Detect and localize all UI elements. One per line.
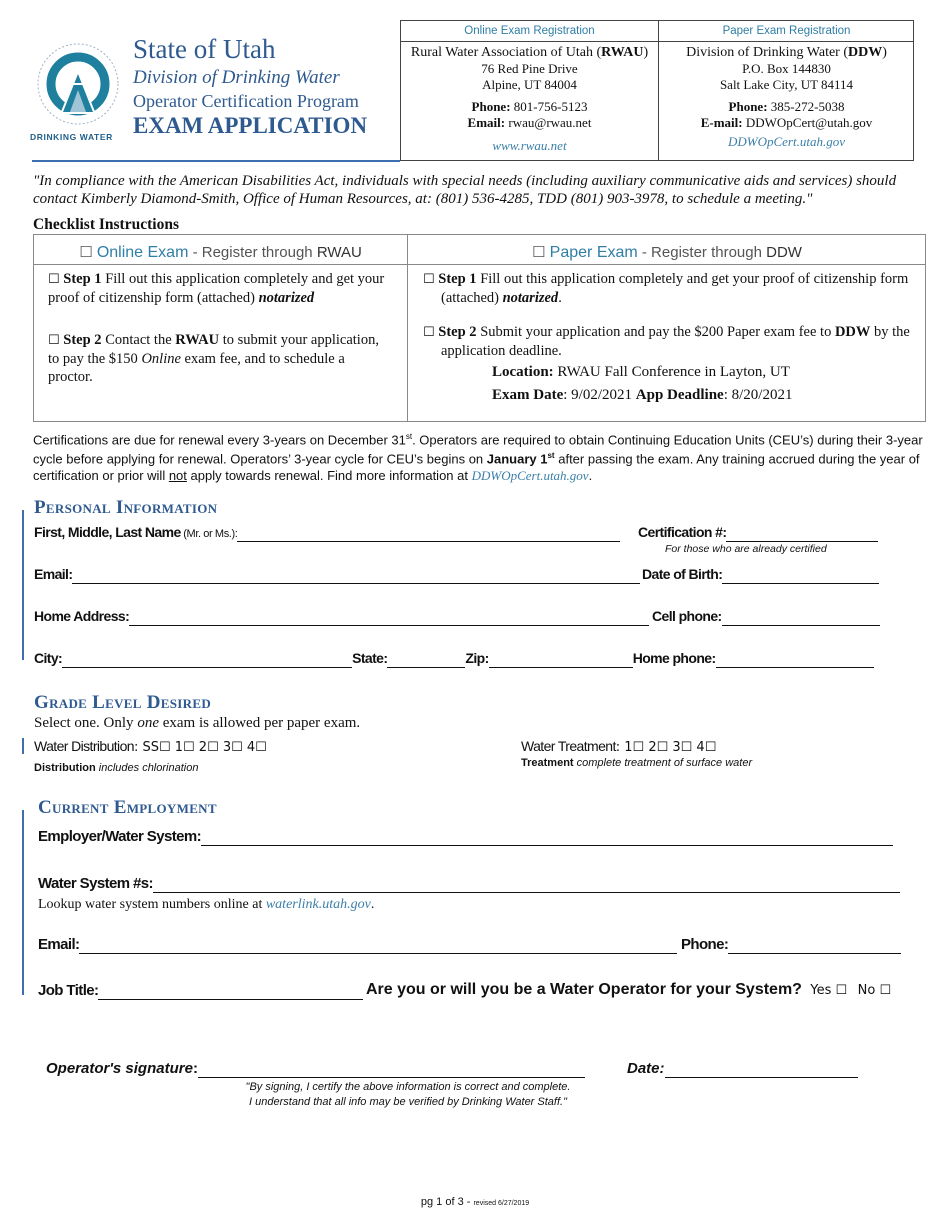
paper-step-1: ☐ Step 1 Fill out this application completely and get your proof of citizenship form (attached) notarized. <box>423 271 909 306</box>
employment-phone-row: Phone: <box>681 936 901 954</box>
grade-level-heading: Grade Level Desired <box>34 692 212 713</box>
paper-contact-heading: Paper Exam Registration <box>722 25 851 37</box>
job-title-row: Job Title: <box>38 982 363 1000</box>
header-program: Operator Certification Program <box>133 91 359 111</box>
paper-exam-checkbox[interactable]: ☐ <box>532 243 546 261</box>
email-input[interactable] <box>72 567 640 584</box>
online-exam-checkbox[interactable]: ☐ <box>79 243 93 261</box>
paper-contact <box>659 21 914 160</box>
personal-section-rule <box>22 510 24 660</box>
name-field-row: First, Middle, Last Name (Mr. or Ms.): <box>34 524 634 542</box>
online-website-link[interactable]: www.rwau.net <box>492 138 567 153</box>
paper-website-link[interactable]: DDWOpCert.utah.gov <box>728 134 845 149</box>
deq-logo-icon <box>30 40 126 140</box>
online-contact <box>401 21 658 160</box>
employment-heading: Current Employment <box>38 797 217 818</box>
email-field-row: Email: <box>34 566 640 584</box>
page-footer <box>0 1196 950 1208</box>
cert-field-row: Certification #: <box>638 524 878 542</box>
renewal-notice: Certifications are due for renewal every 3-years on December 31st. Operators are required to obtain Continuing Education Units (CEU’s) during their 3-year cycle before applying for renewal. Operators’ 3-year cycle for CEU’s begins on January 1st after passing the exam. Any training accrued during the year of certification or prior will not apply towards renewal. Find more information at DDWOpCert.utah.gov. <box>33 432 923 483</box>
city-input[interactable] <box>62 651 352 668</box>
header-state: State of Utah <box>133 34 276 64</box>
paper-phone: Phone: 385-272-5038 <box>728 99 845 114</box>
dob-field-row: Date of Birth: <box>642 566 879 584</box>
header-rule <box>32 160 400 162</box>
logo-caption: DRINKING WATER <box>30 132 113 142</box>
page-number: pg 1 of 3 - <box>420 1196 474 1208</box>
home-phone-input[interactable] <box>716 651 874 668</box>
employer-input[interactable] <box>201 829 893 846</box>
cell-phone-input[interactable] <box>722 609 880 626</box>
date-row: Date: <box>627 1060 858 1078</box>
cert-hint: For those who are already certified <box>665 543 827 555</box>
water-distribution-options[interactable]: Water Distribution: SS☐ 1☐ 2☐ 3☐ 4☐ <box>34 738 267 755</box>
online-step-1: ☐ Step 1 Fill out this application completely and get your proof of citizenship form (attached) notarized <box>48 271 385 306</box>
online-email: Email: rwau@rwau.net <box>467 115 592 130</box>
job-title-input[interactable] <box>98 983 363 1000</box>
online-contact-heading: Online Exam Registration <box>464 25 595 37</box>
employment-email-input[interactable] <box>79 937 677 954</box>
online-address-1: 76 Red Pine Drive <box>481 61 578 76</box>
ada-notice: "In compliance with the American Disabilities Act, individuals with special needs (including auxiliary communicative aids and services) should contact Kimberly Diamond-Smith, Office of Human Resources, at: (801) 536-4285, TDD (801) 903-3978, to schedule a meeting." <box>33 173 897 207</box>
agency-logo <box>30 40 126 146</box>
online-org: Rural Water Association of Utah (RWAU) <box>410 45 649 60</box>
cell-field-row: Cell phone: <box>652 608 880 626</box>
treatment-note: Treatment complete treatment of surface water <box>521 757 753 769</box>
waterlink-link[interactable]: waterlink.utah.gov <box>265 897 371 912</box>
online-address-2: Alpine, UT 84004 <box>482 77 577 92</box>
lookup-note: Lookup water system numbers online at waterlink.utah.gov. <box>38 897 375 912</box>
signature-input[interactable] <box>198 1061 585 1078</box>
paper-exam-dates: Exam Date: 9/02/2021 App Deadline: 8/20/2021 <box>492 387 793 403</box>
header-division: Division of Drinking Water <box>133 67 340 88</box>
checklist-title: Checklist Instructions <box>33 216 179 233</box>
distribution-note: Distribution includes chlorination <box>34 762 199 774</box>
online-step-2: ☐ Step 2 Contact the RWAU to submit your application, to pay the $150 Online exam fee, and to schedule a proctor. <box>48 332 379 385</box>
operator-no-checkbox[interactable]: No ☐ <box>857 983 892 998</box>
operator-yes-checkbox[interactable]: Yes ☐ <box>810 983 848 998</box>
checklist-table <box>33 234 926 422</box>
paper-email: E-mail: DDWOpCert@utah.gov <box>700 115 873 130</box>
online-phone: Phone: 801-756-5123 <box>471 99 588 114</box>
city-field-row: City: State: Zip: Home phone: <box>34 650 874 668</box>
paper-address-2: Salt Lake City, UT 84114 <box>719 77 854 92</box>
grade-instructions: Select one. Only one exam is allowed per paper exam. <box>34 715 361 731</box>
personal-info-heading: Personal Information <box>34 497 218 518</box>
paper-exam-column-header: ☐ Paper Exam - Register through DDW <box>532 243 802 261</box>
signature-row: Operator's signature: <box>46 1060 585 1078</box>
certification-input[interactable] <box>726 525 878 542</box>
water-system-field-row: Water System #s: <box>38 875 900 893</box>
page-title: EXAM APPLICATION <box>133 113 368 138</box>
dob-input[interactable] <box>722 567 879 584</box>
address-field-row: Home Address: <box>34 608 649 626</box>
paper-step-2: ☐ Step 2 Submit your application and pay the $200 Paper exam fee to DDW by the application deadline. <box>423 324 910 359</box>
online-step-1-checkbox[interactable]: ☐ <box>48 272 60 287</box>
revision-date: revised 6/27/2019 <box>473 1200 530 1207</box>
zip-input[interactable] <box>489 651 633 668</box>
water-system-number-input[interactable] <box>153 876 900 893</box>
paper-step-1-checkbox[interactable]: ☐ <box>423 272 435 287</box>
employment-phone-input[interactable] <box>728 937 901 954</box>
paper-address-1: P.O. Box 144830 <box>742 61 831 76</box>
employment-email-row: Email: <box>38 936 677 954</box>
paper-org: Division of Drinking Water (DDW) <box>686 45 887 60</box>
operator-question: Are you or will you be a Water Operator for your System? Yes ☐ No ☐ <box>366 981 892 998</box>
grade-section-rule <box>22 738 24 754</box>
employment-section-rule <box>22 810 24 995</box>
certification-statement: "By signing, I certify the above information is correct and complete. I understand that all info may be verified by Drinking Water Staff." <box>245 1081 571 1108</box>
employer-field-row: Employer/Water System: <box>38 828 893 846</box>
renewal-link[interactable]: DDWOpCert.utah.gov <box>471 467 589 483</box>
paper-exam-location: Location: RWAU Fall Conference in Layton, UT <box>492 364 790 380</box>
home-address-input[interactable] <box>129 609 649 626</box>
name-input[interactable] <box>237 525 620 542</box>
state-input[interactable] <box>387 651 465 668</box>
paper-step-2-checkbox[interactable]: ☐ <box>423 325 435 340</box>
contact-table <box>400 20 914 161</box>
online-exam-column-header: ☐ Online Exam - Register through RWAU <box>79 243 362 261</box>
water-treatment-options[interactable]: Water Treatment: 1☐ 2☐ 3☐ 4☐ <box>521 738 717 755</box>
signature-date-input[interactable] <box>665 1061 858 1078</box>
online-step-2-checkbox[interactable]: ☐ <box>48 333 60 348</box>
